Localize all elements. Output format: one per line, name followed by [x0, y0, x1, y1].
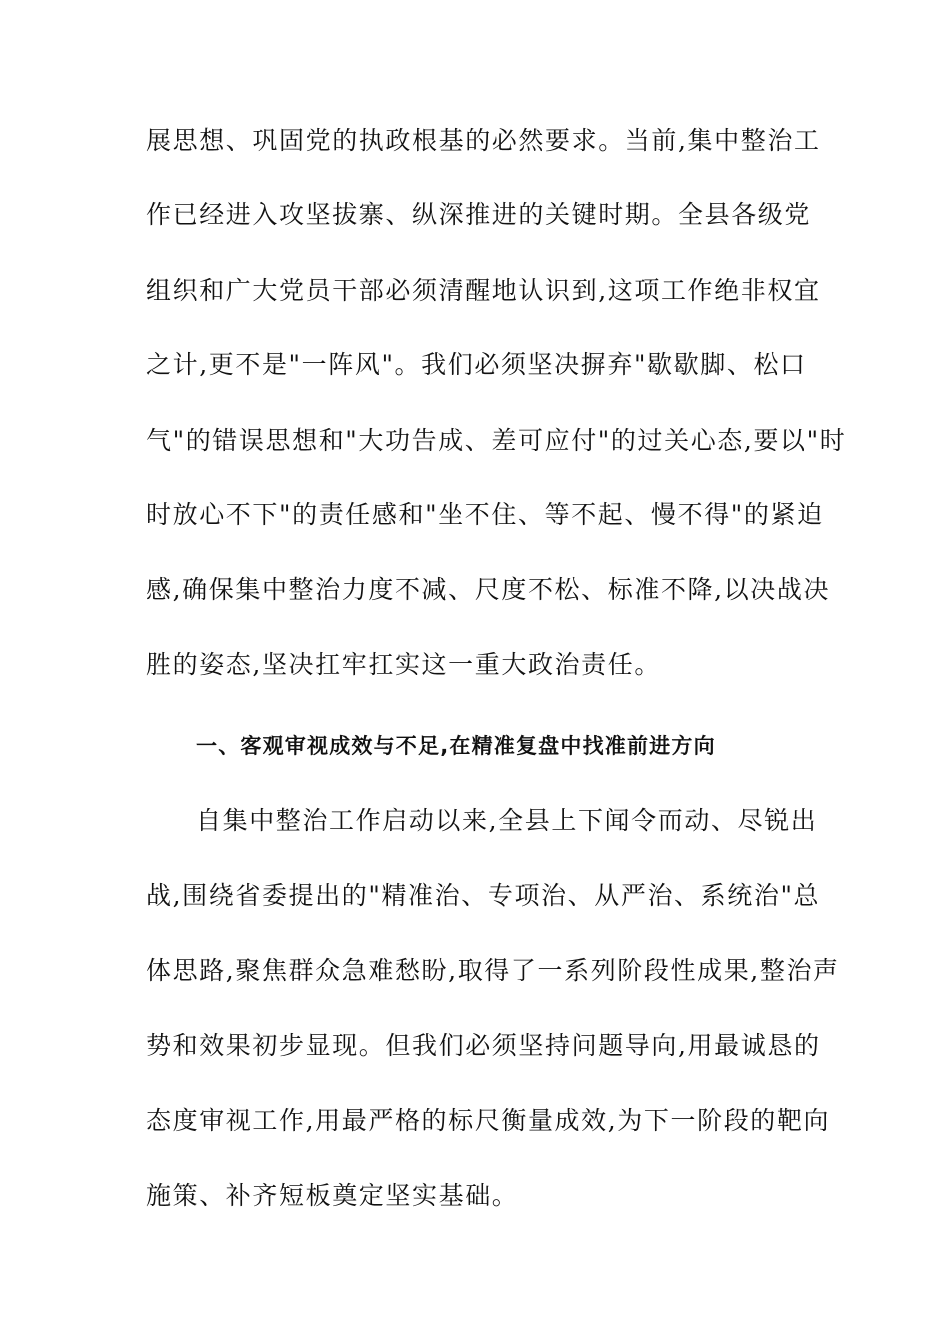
- paragraph-1-line-7: 感,确保集中整治力度不减、尺度不松、标准不降,以决战决: [146, 575, 831, 604]
- paragraph-1-line-2: 作已经进入攻坚拔寨、纵深推进的关键时期。全县各级党: [146, 200, 812, 229]
- paragraph-1-line-3: 组织和广大党员干部必须清醒地认识到,这项工作绝非权宜: [146, 276, 821, 305]
- paragraph-2-line-1: 自集中整治工作启动以来,全县上下闻令而动、尽锐出: [196, 806, 818, 835]
- paragraph-1-line-5: 气"的错误思想和"大功告成、差可应付"的过关心态,要以"时: [146, 426, 847, 455]
- paragraph-2-line-4: 势和效果初步显现。但我们必须坚持问题导向,用最诚恳的: [146, 1031, 821, 1060]
- paragraph-2-line-2: 战,围绕省委提出的"精准治、专项治、从严治、系统治"总: [146, 881, 821, 910]
- paragraph-2-line-5: 态度审视工作,用最严格的标尺衡量成效,为下一阶段的靶向: [146, 1106, 831, 1135]
- section-heading: 一、客观审视成效与不足,在精准复盘中找准前进方向: [196, 734, 716, 758]
- paragraph-1-line-1: 展思想、巩固党的执政根基的必然要求。当前,集中整治工: [146, 126, 821, 155]
- paragraph-1-line-6: 时放心不下"的责任感和"坐不住、等不起、慢不得"的紧迫: [146, 500, 824, 529]
- paragraph-1-line-4: 之计,更不是"一阵风"。我们必须坚决摒弃"歇歇脚、松口: [146, 350, 807, 379]
- paragraph-2-line-3: 体思路,聚焦群众急难愁盼,取得了一系列阶段性成果,整治声: [146, 956, 840, 985]
- paragraph-1-line-8: 胜的姿态,坚决扛牢扛实这一重大政治责任。: [146, 650, 661, 679]
- paragraph-2-line-6: 施策、补齐短板奠定坚实基础。: [146, 1181, 519, 1210]
